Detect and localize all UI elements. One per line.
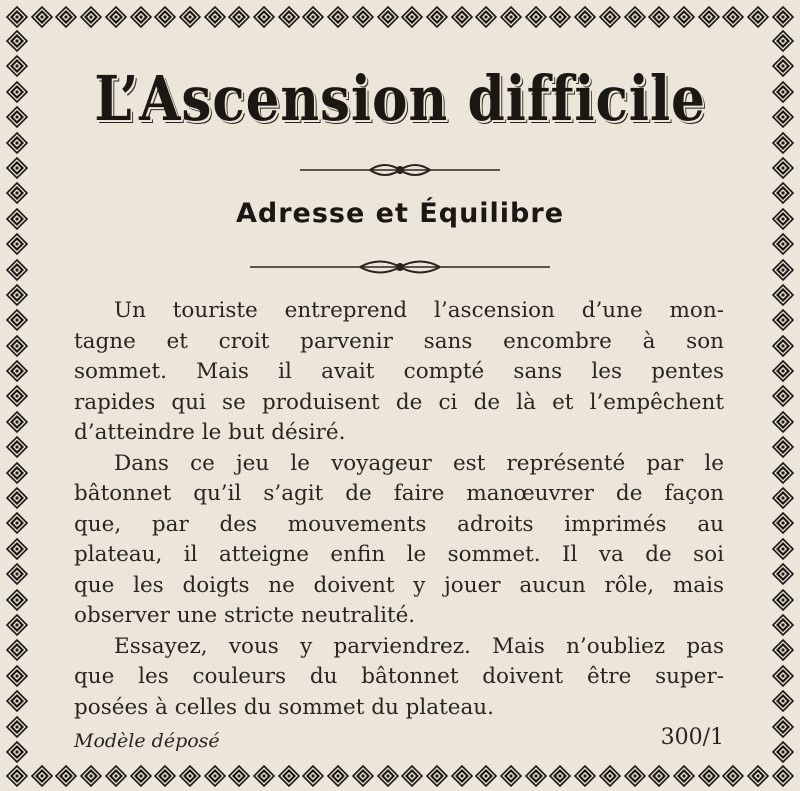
diamond-ornament-icon [6, 589, 28, 611]
right-border [770, 30, 796, 763]
diamond-ornament-icon [179, 765, 201, 787]
diamond-ornament-icon [55, 765, 77, 787]
diamond-ornament-icon [599, 765, 621, 787]
body-text [74, 296, 724, 723]
diamond-ornament-icon [401, 765, 423, 787]
diamond-ornament-icon [772, 462, 794, 484]
diamond-ornament-icon [624, 6, 646, 28]
diamond-ornament-icon [352, 6, 374, 28]
diamond-ornament-icon [772, 259, 794, 281]
diamond-ornament-icon [6, 30, 28, 52]
diamond-ornament-icon [772, 487, 794, 509]
diamond-ornament-icon [772, 6, 794, 28]
diamond-ornament-icon [624, 765, 646, 787]
diamond-ornament-icon [204, 765, 226, 787]
diamond-ornament-icon [31, 765, 53, 787]
diamond-ornament-icon [772, 538, 794, 560]
diamond-ornament-icon [130, 765, 152, 787]
diamond-ornament-icon [772, 106, 794, 128]
diamond-ornament-icon [772, 639, 794, 661]
diamond-ornament-icon [772, 741, 794, 763]
diamond-ornament-icon [154, 765, 176, 787]
diamond-ornament-icon [179, 6, 201, 28]
diamond-ornament-icon [698, 765, 720, 787]
diamond-ornament-icon [154, 6, 176, 28]
diamond-ornament-icon [401, 6, 423, 28]
text-line: bâtonnet qu’il s’agit de faire manœuvrer de façon [74, 481, 724, 506]
diamond-ornament-icon [105, 6, 127, 28]
diamond-ornament-icon [772, 436, 794, 458]
diamond-ornament-icon [6, 132, 28, 154]
diamond-ornament-icon [130, 6, 152, 28]
diamond-ornament-icon [772, 385, 794, 407]
diamond-ornament-icon [228, 765, 250, 787]
diamond-ornament-icon [6, 690, 28, 712]
diamond-ornament-icon [772, 512, 794, 534]
diamond-ornament-icon [772, 765, 794, 787]
diamond-ornament-icon [673, 6, 695, 28]
subtitle: Adresse et Équilibre [235, 198, 565, 229]
diamond-ornament-icon [31, 6, 53, 28]
diamond-ornament-icon [772, 360, 794, 382]
model-registered-note: Modèle déposé [74, 730, 220, 752]
diamond-ornament-icon [6, 665, 28, 687]
diamond-ornament-icon [772, 665, 794, 687]
diamond-ornament-icon [549, 6, 571, 28]
text-line: Essayez, vous y parviendrez. Mais n’oubliez pas [114, 633, 724, 659]
diamond-ornament-icon [772, 284, 794, 306]
diamond-ornament-icon [302, 6, 324, 28]
diamond-ornament-icon [352, 765, 374, 787]
diamond-ornament-icon [500, 6, 522, 28]
diamond-ornament-icon [772, 30, 794, 52]
diamond-ornament-icon [55, 6, 77, 28]
diamond-ornament-icon [772, 335, 794, 357]
text-line: sommet. Mais il avait compté sans les pentes [74, 359, 724, 384]
diamond-ornament-icon [772, 233, 794, 255]
diamond-ornament-icon [6, 639, 28, 661]
text-line: que les couleurs du bâtonnet doivent être super- [74, 664, 724, 689]
diamond-ornament-icon [80, 6, 102, 28]
text-line: d’atteindre le but désiré. [74, 420, 346, 445]
diamond-ornament-icon [327, 765, 349, 787]
diamond-ornament-icon [6, 360, 28, 382]
diamond-ornament-icon [6, 487, 28, 509]
text-line: Dans ce jeu le voyageur est représenté par le [114, 450, 724, 476]
text-line: Un touriste entreprend l’ascension d’une mon- [114, 298, 724, 323]
diamond-ornament-icon [648, 6, 670, 28]
diamond-ornament-icon [105, 765, 127, 787]
diamond-ornament-icon [278, 765, 300, 787]
diamond-ornament-icon [6, 716, 28, 738]
diamond-ornament-icon [6, 106, 28, 128]
diamond-ornament-icon [673, 765, 695, 787]
divider-ornament-bottom [250, 255, 550, 279]
text-line: que, par des mouvements adroits imprimés au [74, 511, 724, 537]
diamond-ornament-icon [6, 6, 28, 28]
diamond-ornament-icon [772, 411, 794, 433]
diamond-ornament-icon [228, 6, 250, 28]
paragraph-1 [74, 296, 724, 449]
diamond-ornament-icon [6, 335, 28, 357]
diamond-ornament-icon [722, 765, 744, 787]
diamond-ornament-icon [772, 132, 794, 154]
diamond-ornament-icon [549, 765, 571, 787]
diamond-ornament-icon [302, 765, 324, 787]
left-border [4, 30, 30, 763]
diamond-ornament-icon [599, 6, 621, 28]
divider-ornament-top [300, 158, 500, 182]
diamond-ornament-icon [377, 765, 399, 787]
diamond-ornament-icon [747, 765, 769, 787]
diamond-ornament-icon [772, 157, 794, 179]
diamond-ornament-icon [574, 6, 596, 28]
diamond-ornament-icon [500, 765, 522, 787]
diamond-ornament-icon [6, 436, 28, 458]
top-border [6, 4, 794, 30]
diamond-ornament-icon [772, 614, 794, 636]
diamond-ornament-icon [722, 6, 744, 28]
diamond-ornament-icon [772, 55, 794, 77]
diamond-ornament-icon [253, 6, 275, 28]
diamond-ornament-icon [6, 233, 28, 255]
text-line: plateau, il atteigne enfin le sommet. Il va de soi [74, 542, 724, 567]
diamond-ornament-icon [772, 81, 794, 103]
paragraph-3 [74, 632, 724, 724]
diamond-ornament-icon [525, 765, 547, 787]
diamond-ornament-icon [6, 259, 28, 281]
diamond-ornament-icon [6, 614, 28, 636]
text-line: posées à celles du sommet du plateau. [74, 694, 494, 720]
page-title: L’Ascension difficile [94, 62, 706, 135]
diamond-ornament-icon [574, 765, 596, 787]
text-line: rapides qui se produisent de ci de là et l’empêchent [74, 389, 724, 415]
diamond-ornament-icon [772, 690, 794, 712]
diamond-ornament-icon [772, 716, 794, 738]
diamond-ornament-icon [426, 765, 448, 787]
diamond-ornament-icon [6, 765, 28, 787]
diamond-ornament-icon [377, 6, 399, 28]
diamond-ornament-icon [327, 6, 349, 28]
diamond-ornament-icon [451, 765, 473, 787]
diamond-ornament-icon [6, 411, 28, 433]
diamond-ornament-icon [6, 462, 28, 484]
text-line: tagne et croit parvenir sans encombre à son [74, 328, 724, 354]
diamond-ornament-icon [451, 6, 473, 28]
diamond-ornament-icon [772, 589, 794, 611]
paragraph-2 [74, 449, 724, 632]
diamond-ornament-icon [6, 741, 28, 763]
diamond-ornament-icon [698, 6, 720, 28]
bottom-border [6, 763, 794, 789]
diamond-ornament-icon [772, 563, 794, 585]
diamond-ornament-icon [475, 6, 497, 28]
diamond-ornament-icon [6, 512, 28, 534]
text-line: observer une stricte neutralité. [74, 603, 416, 628]
diamond-ornament-icon [426, 6, 448, 28]
diamond-ornament-icon [6, 563, 28, 585]
diamond-ornament-icon [475, 765, 497, 787]
diamond-ornament-icon [747, 6, 769, 28]
diamond-ornament-icon [204, 6, 226, 28]
diamond-ornament-icon [772, 309, 794, 331]
diamond-ornament-icon [278, 6, 300, 28]
diamond-ornament-icon [6, 55, 28, 77]
diamond-ornament-icon [6, 385, 28, 407]
diamond-ornament-icon [6, 309, 28, 331]
diamond-ornament-icon [6, 81, 28, 103]
diamond-ornament-icon [6, 157, 28, 179]
diamond-ornament-icon [80, 765, 102, 787]
text-line: que les doigts ne doivent y jouer aucun rôle, mais [74, 572, 724, 598]
reference-number: 300/1 [660, 725, 724, 750]
diamond-ornament-icon [525, 6, 547, 28]
diamond-ornament-icon [6, 538, 28, 560]
diamond-ornament-icon [648, 765, 670, 787]
diamond-ornament-icon [6, 284, 28, 306]
diamond-ornament-icon [253, 765, 275, 787]
